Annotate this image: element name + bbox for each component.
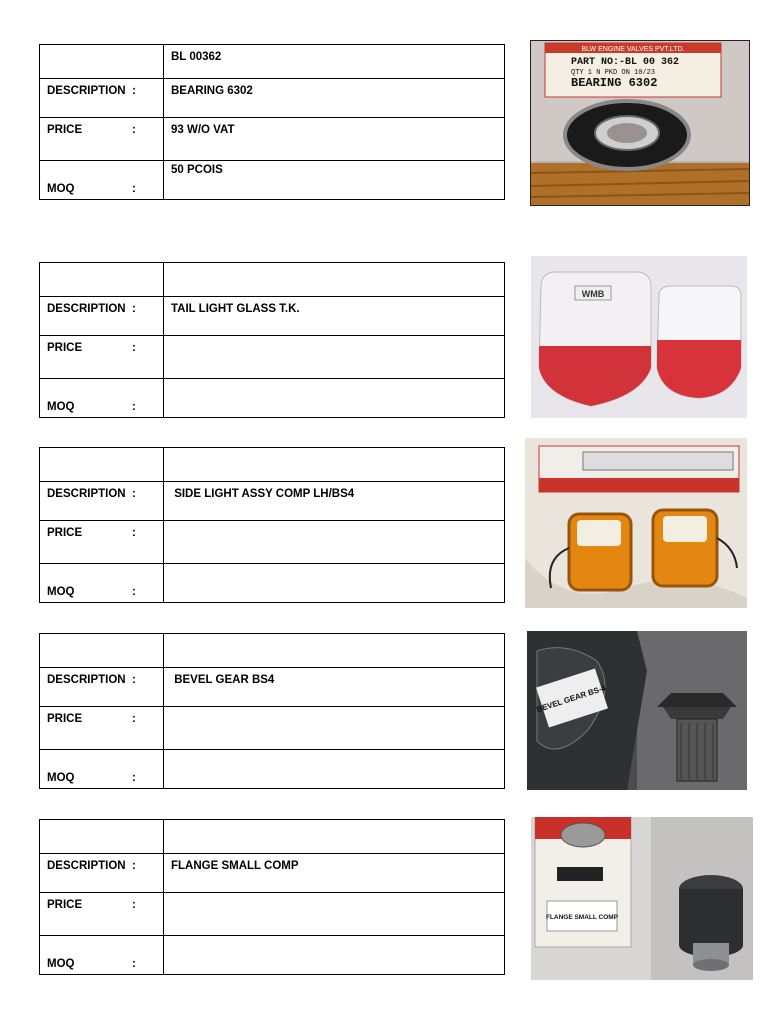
description-value: BEVEL GEAR BS4 bbox=[171, 674, 275, 686]
tail-light-glass-photo bbox=[531, 256, 747, 418]
colon: : bbox=[132, 674, 136, 686]
colon: : bbox=[132, 772, 136, 784]
description-value: FLANGE SMALL COMP bbox=[171, 860, 299, 872]
part-code: BL 00362 bbox=[171, 51, 222, 63]
moq-label: MOQ bbox=[47, 586, 75, 598]
description-value: BEARING 6302 bbox=[171, 85, 253, 97]
bevel-gear-photo bbox=[527, 631, 747, 790]
colon: : bbox=[132, 488, 136, 500]
svg-text:PART NO:-BL 00 362: PART NO:-BL 00 362 bbox=[571, 57, 680, 68]
colon: : bbox=[132, 124, 136, 136]
description-value: TAIL LIGHT GLASS T.K. bbox=[171, 303, 300, 315]
price-value bbox=[171, 707, 504, 713]
description-label: DESCRIPTION bbox=[47, 674, 126, 686]
svg-text:FLANGE SMALL COMP: FLANGE SMALL COMP bbox=[545, 914, 619, 921]
price-label: PRICE bbox=[47, 899, 83, 911]
description-label: DESCRIPTION bbox=[47, 85, 126, 97]
description-label: DESCRIPTION bbox=[47, 303, 126, 315]
description-value: SIDE LIGHT ASSY COMP LH/BS4 bbox=[171, 488, 355, 500]
price-label: PRICE bbox=[47, 342, 83, 354]
svg-text:BLW ENGINE VALVES PVT.LTD.: BLW ENGINE VALVES PVT.LTD. bbox=[581, 46, 685, 53]
colon: : bbox=[132, 342, 136, 354]
description-label: DESCRIPTION bbox=[47, 860, 126, 872]
colon: : bbox=[132, 183, 136, 195]
colon: : bbox=[132, 860, 136, 872]
price-value bbox=[171, 893, 504, 899]
svg-text:QTY 1 N PKD ON 10/23: QTY 1 N PKD ON 10/23 bbox=[571, 69, 656, 77]
svg-text:WMB: WMB bbox=[581, 289, 605, 299]
moq-value bbox=[171, 379, 504, 385]
spec-table-5 bbox=[39, 819, 505, 975]
moq-label: MOQ bbox=[47, 183, 75, 195]
colon: : bbox=[132, 958, 136, 970]
moq-label: MOQ bbox=[47, 772, 75, 784]
price-label: PRICE bbox=[47, 527, 83, 539]
description-label: DESCRIPTION bbox=[47, 488, 126, 500]
side-light-assy-photo bbox=[525, 438, 747, 608]
colon: : bbox=[132, 85, 136, 97]
colon: : bbox=[132, 586, 136, 598]
colon: : bbox=[132, 899, 136, 911]
spec-table-2 bbox=[39, 262, 505, 418]
colon: : bbox=[132, 401, 136, 413]
colon: : bbox=[132, 303, 136, 315]
moq-value bbox=[171, 564, 504, 570]
colon: : bbox=[132, 527, 136, 539]
bearing-photo bbox=[530, 40, 750, 206]
spec-table-1 bbox=[39, 44, 505, 200]
moq-value bbox=[171, 936, 504, 942]
price-label: PRICE bbox=[47, 713, 83, 725]
price-value bbox=[171, 521, 504, 527]
flange-photo bbox=[531, 817, 753, 980]
price-value: 93 W/O VAT bbox=[171, 124, 235, 136]
moq-label: MOQ bbox=[47, 401, 75, 413]
colon: : bbox=[132, 713, 136, 725]
svg-text:BEVEL GEAR BS-4: BEVEL GEAR BS-4 bbox=[535, 683, 607, 715]
spec-table-4 bbox=[39, 633, 505, 789]
svg-text:BEARING 6302: BEARING 6302 bbox=[571, 76, 658, 90]
price-label: PRICE bbox=[47, 124, 83, 136]
moq-value bbox=[171, 750, 504, 756]
moq-value: 50 PCOIS bbox=[171, 164, 223, 176]
spec-table-3 bbox=[39, 447, 505, 603]
price-value bbox=[171, 336, 504, 342]
moq-label: MOQ bbox=[47, 958, 75, 970]
